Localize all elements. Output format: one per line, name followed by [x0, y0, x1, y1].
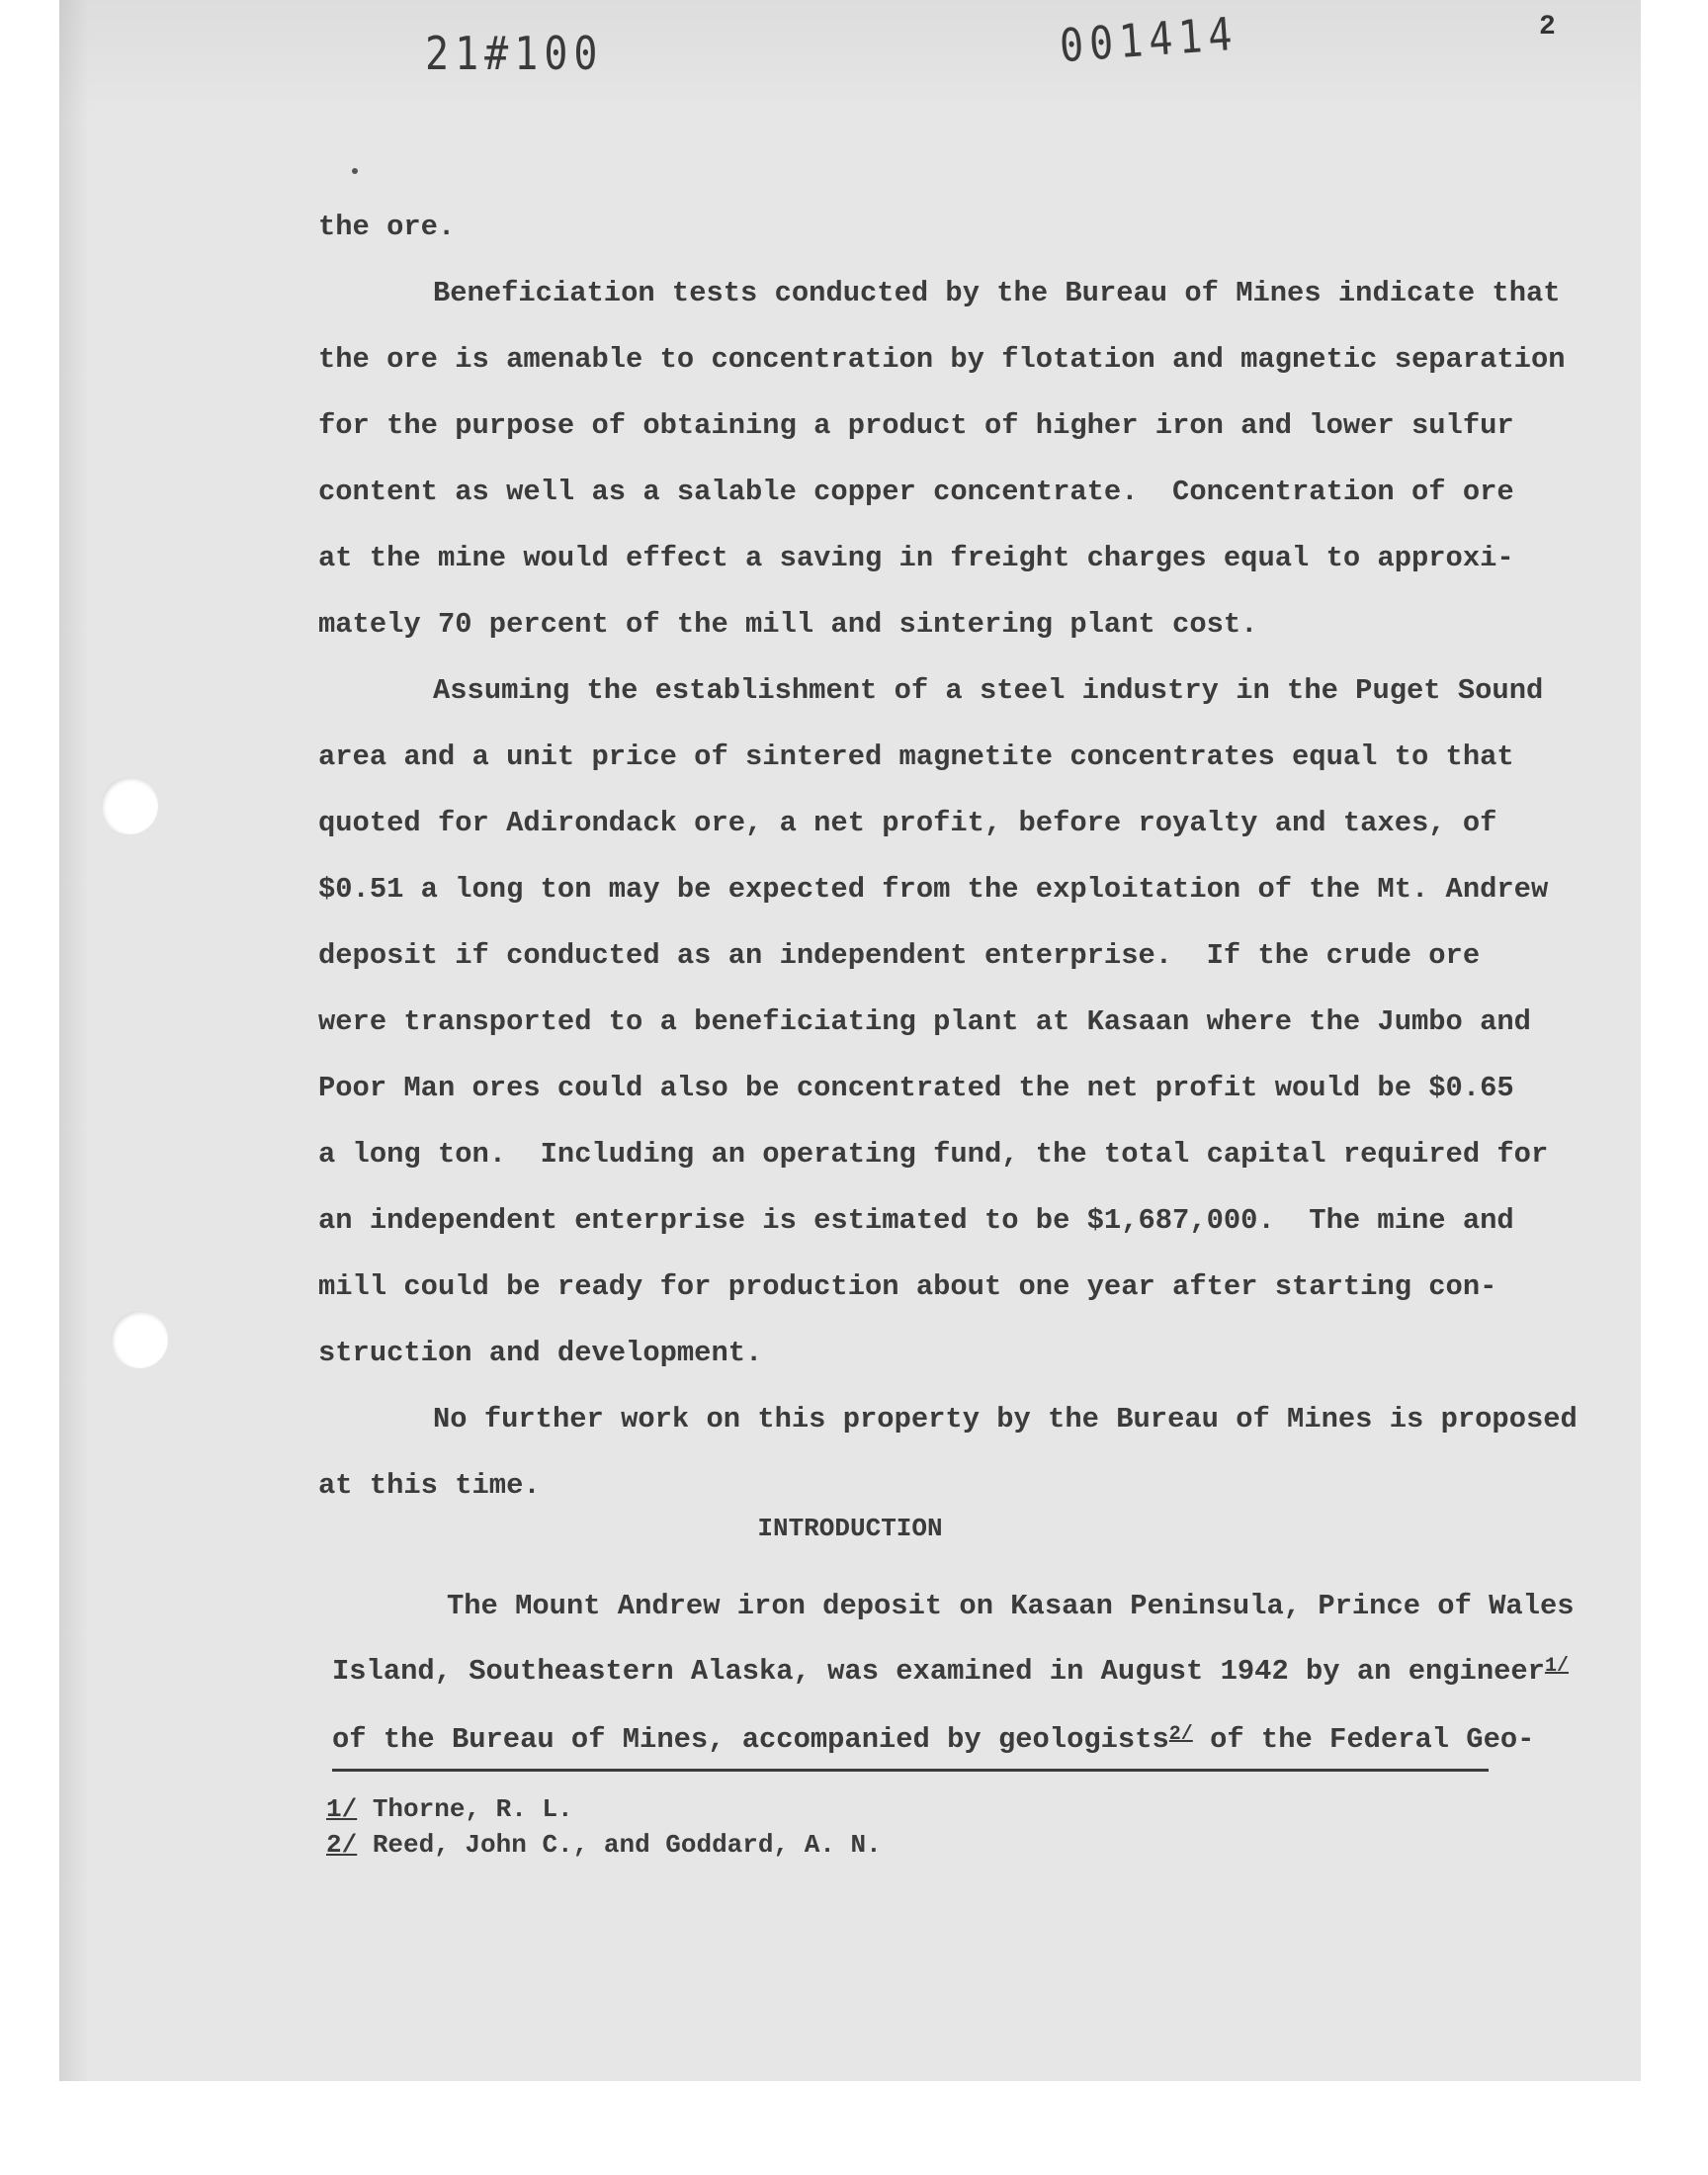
text-line: content as well as a salable copper concentrate. Concentration of ore	[318, 476, 1514, 508]
punch-hole	[111, 1311, 168, 1368]
text-line: the ore is amenable to concentration by flotation and magnetic separation	[318, 343, 1566, 376]
text-line: struction and development.	[318, 1337, 763, 1369]
footnotes	[326, 1791, 882, 1863]
text-line: were transported to a beneficiating plant at Kasaan where the Jumbo and	[318, 1005, 1531, 1038]
text-line: at the mine would effect a saving in freight charges equal to approxi-	[318, 542, 1514, 574]
footnote-mark: 1/	[326, 1794, 358, 1824]
text-line: for the purpose of obtaining a product of higher iron and lower sulfur	[318, 409, 1514, 442]
text-line: the ore.	[318, 211, 456, 243]
text-line: mill could be ready for production about one year after starting con-	[318, 1270, 1497, 1303]
handwritten-doc-id-right: 001414	[1058, 8, 1240, 73]
text-segment: of the Federal Geo-	[1192, 1723, 1535, 1756]
text-line: at this time.	[318, 1469, 541, 1502]
page-number: 2	[1539, 12, 1556, 43]
text-segment: Island, Southeastern Alaska, was examined in August 1942 by an engineer	[332, 1655, 1545, 1688]
text-segment: of the Bureau of Mines, accompanied by geologists	[332, 1723, 1169, 1756]
text-line: No further work on this property by the Bureau of Mines is proposed	[433, 1403, 1578, 1436]
text-line	[332, 1639, 1617, 1707]
ink-dot	[352, 168, 358, 174]
text-line: Beneficiation tests conducted by the Bureau of Mines indicate that	[433, 277, 1561, 309]
footnote-2	[326, 1827, 882, 1863]
text-line: Poor Man ores could also be concentrated the net profit would be $0.65	[318, 1072, 1514, 1104]
text-line: area and a unit price of sintered magnetite concentrates equal to that	[318, 740, 1514, 773]
text-line	[332, 1707, 1617, 1776]
footnote-ref: 2/	[1168, 1723, 1193, 1746]
punch-hole	[101, 777, 158, 834]
footnote-text: Thorne, R. L.	[357, 1794, 573, 1824]
section-heading: INTRODUCTION	[757, 1514, 943, 1543]
introduction-text	[332, 1574, 1617, 1776]
text-line: The Mount Andrew iron deposit on Kasaan Peninsula, Prince of Wales	[447, 1590, 1575, 1622]
text-line: an independent enterprise is estimated to be $1,687,000. The mine and	[318, 1204, 1514, 1237]
summary-text	[318, 194, 1603, 1519]
footnote-divider	[332, 1769, 1489, 1772]
text-line: deposit if conducted as an independent enterprise. If the crude ore	[318, 939, 1481, 972]
text-line: mately 70 percent of the mill and sintering plant cost.	[318, 608, 1258, 641]
footnote-text: Reed, John C., and Goddard, A. N.	[357, 1830, 882, 1860]
text-line: $0.51 a long ton may be expected from the exploitation of the Mt. Andrew	[318, 873, 1549, 906]
footnote-1	[326, 1791, 882, 1827]
footnote-mark: 2/	[326, 1830, 358, 1860]
handwritten-doc-id-left: 21#100	[425, 28, 604, 81]
text-line: a long ton. Including an operating fund, the total capital required for	[318, 1138, 1549, 1171]
text-line: quoted for Adirondack ore, a net profit, before royalty and taxes, of	[318, 807, 1497, 839]
document-page	[59, 0, 1641, 2081]
footnote-ref: 1/	[1544, 1655, 1569, 1678]
text-line: Assuming the establishment of a steel industry in the Puget Sound	[433, 674, 1544, 707]
